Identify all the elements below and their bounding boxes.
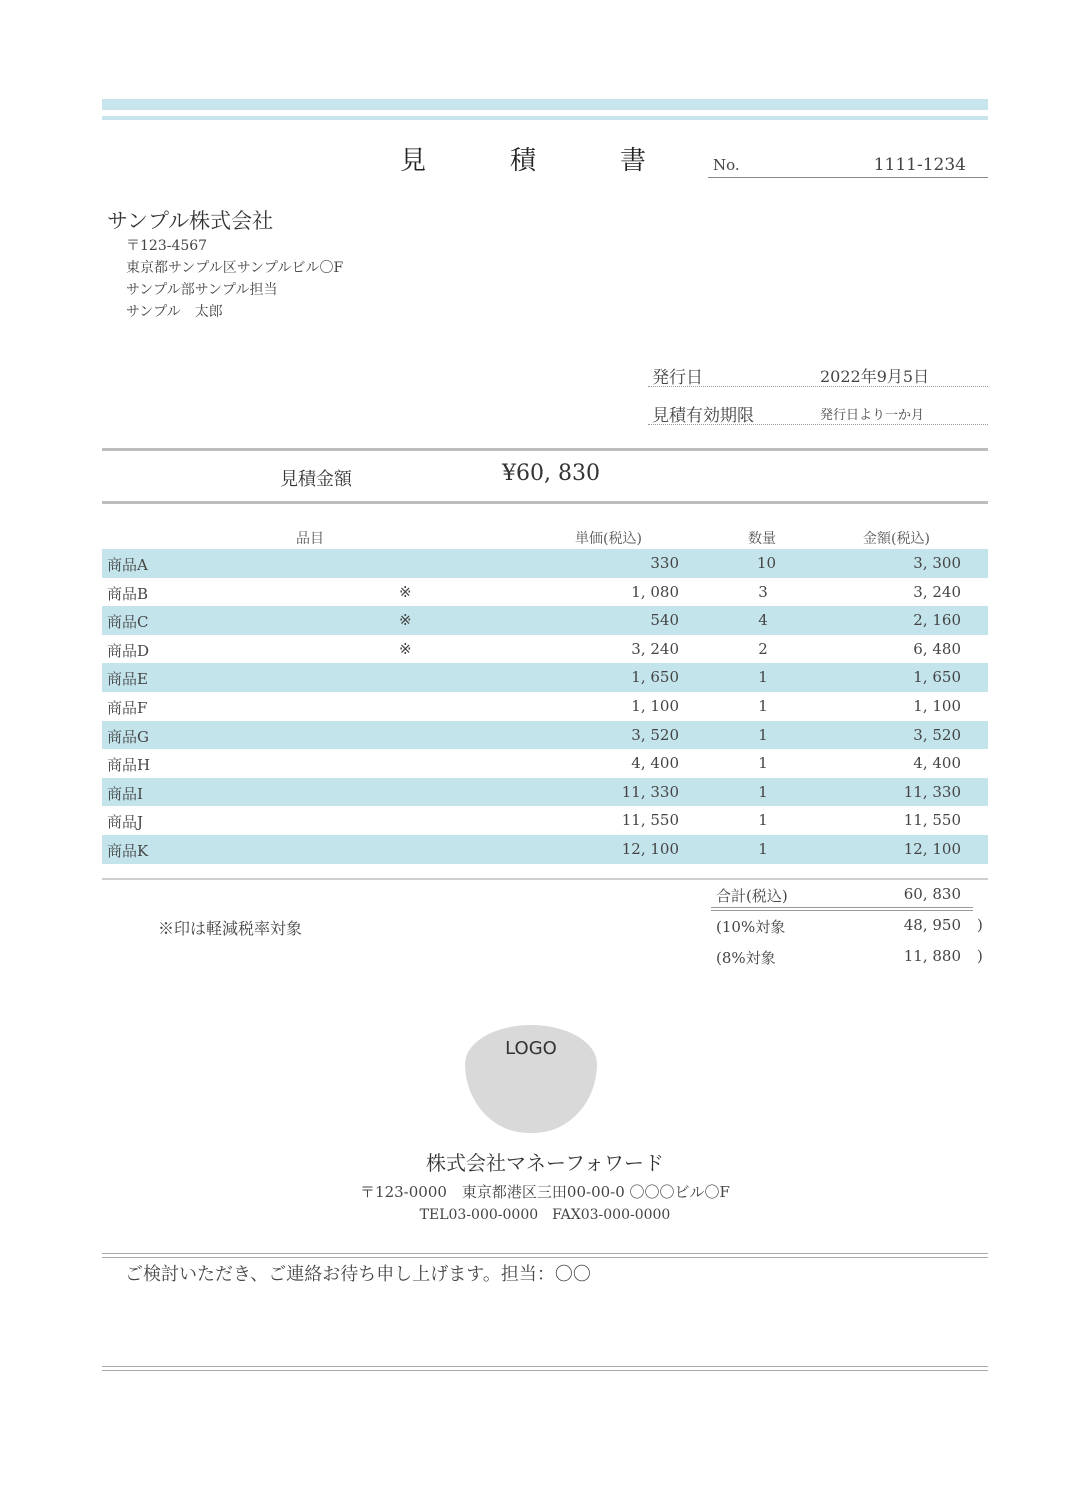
item-price: 540	[650, 611, 679, 630]
client-postal: 〒123-4567	[126, 238, 208, 254]
item-amount: 1, 100	[913, 696, 961, 715]
table-row	[102, 549, 988, 578]
item-price: 3, 520	[631, 725, 679, 744]
item-amount: 3, 520	[913, 725, 961, 744]
client-address: 東京都サンプル区サンプルビル〇F	[126, 260, 344, 276]
valid-period-divider	[648, 424, 988, 425]
header-unit-price: 単価(税込)	[575, 531, 642, 547]
item-price: 4, 400	[631, 754, 679, 773]
item-amount: 3, 300	[913, 554, 961, 572]
item-price: 11, 330	[621, 782, 679, 801]
item-amount: 6, 480	[913, 639, 961, 658]
item-price: 3, 240	[631, 639, 679, 658]
client-person: サンプル 太郎	[126, 304, 223, 320]
table-row	[102, 635, 988, 664]
amount-bottom-divider	[102, 501, 988, 504]
item-price: 12, 100	[621, 839, 679, 858]
valid-period-value: 発行日より一か月	[820, 408, 925, 423]
table-row	[102, 663, 988, 692]
tax8-value: 11, 880	[903, 947, 961, 965]
amount-top-divider	[102, 448, 988, 451]
issue-date-divider	[648, 386, 988, 387]
item-name: 商品D	[107, 641, 150, 660]
table-row	[102, 835, 988, 864]
item-name: 商品I	[107, 784, 143, 803]
item-quantity: 1	[758, 839, 768, 858]
footer-top-divider-1	[102, 1253, 988, 1254]
tax10-close-paren: )	[977, 916, 983, 934]
table-row	[102, 578, 988, 607]
item-name: 商品K	[107, 841, 149, 860]
item-quantity: 1	[758, 811, 768, 830]
item-name: 商品B	[107, 584, 149, 603]
item-price: 1, 650	[631, 668, 679, 687]
footer-message: ご検討いただき、ご連絡お待ち申し上げます。担当：〇〇	[125, 1264, 591, 1285]
item-name: 商品E	[107, 670, 148, 689]
issuer-company: 株式会社マネーフォワード	[426, 1151, 664, 1175]
footer-top-divider-2	[102, 1257, 988, 1258]
item-quantity: 2	[758, 639, 768, 658]
item-amount: 4, 400	[913, 754, 961, 773]
header-band	[102, 99, 988, 110]
client-department: サンプル部サンプル担当	[126, 282, 278, 298]
item-amount: 11, 330	[903, 782, 961, 801]
footer-bottom-divider-1	[102, 1366, 988, 1367]
footer-bottom-divider-2	[102, 1370, 988, 1371]
table-bottom-divider	[102, 878, 988, 880]
header-amount: 金額(税込)	[863, 531, 930, 547]
table-row	[102, 721, 988, 750]
item-quantity: 10	[757, 554, 777, 572]
issuer-address: 〒123-0000 東京都港区三田00-00-0 〇〇〇ビル〇F	[360, 1183, 730, 1201]
title-char-1: 見	[400, 146, 427, 176]
issue-date-label: 発行日	[652, 368, 703, 388]
table-row	[102, 749, 988, 778]
item-amount: 2, 160	[913, 611, 961, 630]
total-underline-1	[711, 907, 973, 908]
valid-period-label: 見積有効期限	[652, 406, 754, 426]
item-name: 商品C	[107, 613, 149, 632]
header-item: 品目	[296, 531, 324, 547]
tax8-close-paren: )	[977, 947, 983, 965]
header-quantity: 数量	[748, 531, 776, 547]
item-amount: 11, 550	[903, 811, 961, 830]
document-number-value: 1111-1234	[873, 155, 966, 175]
item-name: 商品A	[107, 556, 148, 574]
client-name: サンプル株式会社	[107, 209, 274, 233]
table-row	[102, 806, 988, 835]
item-quantity: 1	[758, 725, 768, 744]
item-quantity: 1	[758, 754, 768, 773]
document-number-underline	[708, 177, 988, 178]
table-row	[102, 778, 988, 807]
reduced-tax-mark: ※	[399, 611, 412, 630]
tax8-label: (8%対象	[716, 949, 776, 967]
total-value: 60, 830	[903, 885, 961, 903]
reduced-tax-mark: ※	[399, 639, 412, 658]
issue-date-value: 2022年9月5日	[820, 367, 930, 386]
tax10-label: (10%対象	[716, 918, 786, 936]
estimate-amount-value: ¥60, 830	[502, 461, 600, 486]
reduced-tax-note: ※印は軽減税率対象	[158, 919, 303, 938]
item-amount: 12, 100	[903, 839, 961, 858]
item-quantity: 3	[758, 582, 768, 601]
item-price: 11, 550	[621, 811, 679, 830]
title-char-3: 書	[620, 146, 647, 176]
title-char-2: 積	[510, 146, 537, 176]
issuer-tel-fax: TEL03-000-0000 FAX03-000-0000	[419, 1207, 671, 1223]
tax10-value: 48, 950	[903, 916, 961, 934]
item-name: 商品J	[107, 813, 144, 832]
items-table	[102, 549, 988, 864]
header-band-thin	[102, 116, 988, 120]
total-label: 合計(税込)	[716, 887, 788, 905]
item-quantity: 1	[758, 668, 768, 687]
item-quantity: 4	[758, 611, 768, 630]
table-row	[102, 692, 988, 721]
item-name: 商品G	[107, 727, 149, 746]
item-quantity: 1	[758, 696, 768, 715]
document-number-label: No.	[713, 156, 740, 174]
item-amount: 3, 240	[913, 582, 961, 601]
estimate-amount-label: 見積金額	[280, 469, 352, 490]
item-name: 商品F	[107, 698, 148, 717]
item-quantity: 1	[758, 782, 768, 801]
logo-text: LOGO	[505, 1038, 557, 1059]
item-amount: 1, 650	[913, 668, 961, 687]
reduced-tax-mark: ※	[399, 582, 412, 601]
total-underline-2	[711, 910, 973, 911]
item-name: 商品H	[107, 756, 151, 775]
item-price: 330	[650, 554, 679, 572]
table-row	[102, 606, 988, 635]
item-price: 1, 080	[631, 582, 679, 601]
item-price: 1, 100	[631, 696, 679, 715]
